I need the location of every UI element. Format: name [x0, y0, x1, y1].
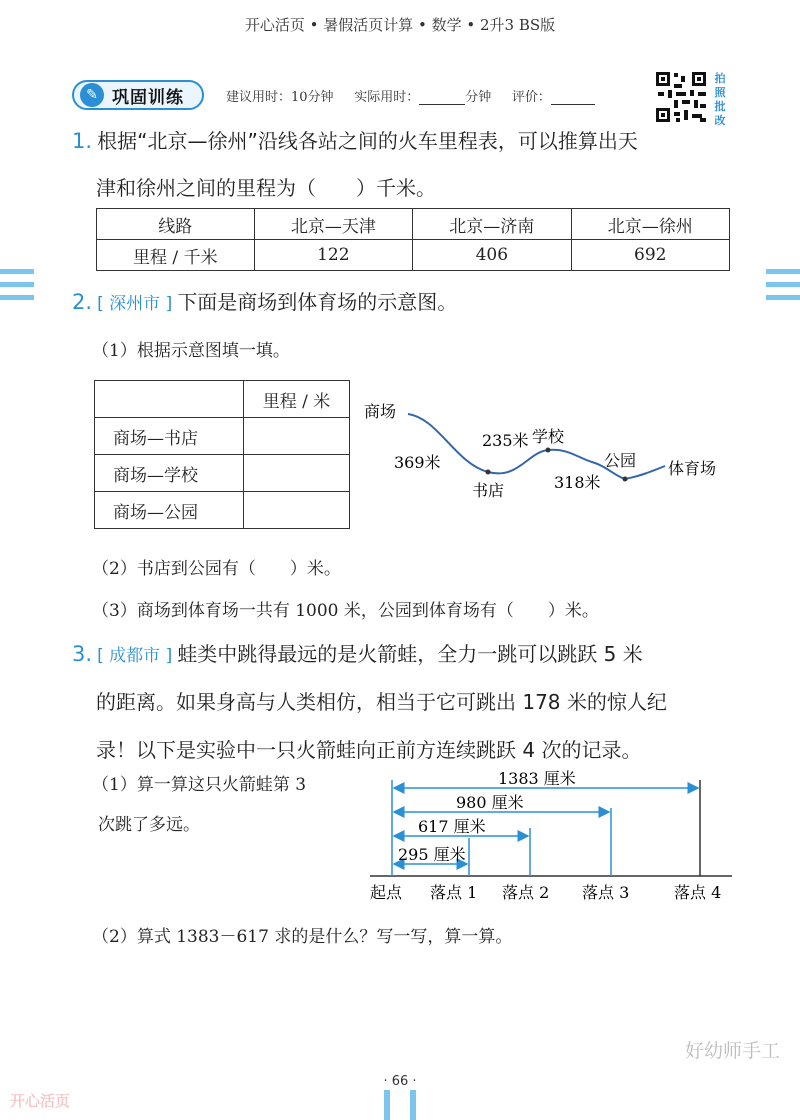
- q2-line1: 2. [ 深州市 ] 下面是商场到体育场的示意图。: [72, 290, 458, 314]
- side-bar-right: [766, 282, 800, 287]
- watermark: 好幼师手工: [684, 1040, 780, 1062]
- point-label: 落点 2: [502, 883, 550, 902]
- distance-label: 318米: [554, 473, 601, 492]
- q2-sub3: （3）商场到体育场一共有 1000 米，公园到体育场有（ ）米。: [92, 601, 599, 621]
- point-label: 落点 3: [582, 883, 630, 902]
- place-school: 学校: [532, 427, 565, 446]
- route-point: [623, 477, 628, 482]
- place-mall: 商场: [364, 402, 397, 421]
- pencil-icon: ✎: [80, 83, 104, 107]
- q3-line3: 录！以下是实验中一只火箭蛙向正前方连续跳跃 4 次的记录。: [96, 738, 642, 762]
- q3-number: 3.: [72, 642, 93, 666]
- page-header: 开心活页 • 暑假活页计算 • 数学 • 2升3 BS版: [244, 16, 556, 34]
- side-bar-right: [766, 295, 800, 300]
- measure-label: 295 厘米: [398, 845, 466, 864]
- route-point: [486, 470, 491, 475]
- place-park: 公园: [604, 451, 637, 470]
- route-diagram: [360, 392, 760, 507]
- route-point: [546, 448, 551, 453]
- q3-sub2: （2）算式 1383－617 求的是什么？写一写，算一算。: [92, 927, 513, 947]
- side-bar-right: [766, 269, 800, 274]
- q1-number: 1.: [72, 129, 93, 153]
- actual-time-label: 实际用时：: [354, 90, 420, 105]
- q2-number: 2.: [72, 290, 93, 314]
- place-stadium: 体育场: [668, 459, 717, 478]
- q3-sub1b: 次跳了多远。: [98, 815, 200, 835]
- side-bar-left: [0, 282, 34, 287]
- point-label: 起点: [370, 883, 403, 902]
- table-row: 商场—公园: [95, 492, 350, 529]
- distance-label: 235米: [482, 431, 529, 450]
- page-number: · 66 ·: [383, 1074, 417, 1089]
- brand-logo: 开心活页: [10, 1092, 71, 1110]
- q3-line2: 的距离。如果身高与人类相仿，相当于它可跳出 178 米的惊人纪: [96, 690, 667, 714]
- q1-line2: 津和徐州之间的里程为（ ）千米。: [96, 176, 436, 200]
- table-row: 里程 / 米: [95, 381, 350, 418]
- table-row: 里程 / 千米 122 406 692: [97, 240, 730, 271]
- answer-cell[interactable]: [244, 418, 350, 455]
- scan-grade-label: 拍 照 批 改: [714, 72, 726, 127]
- q2-city: [ 深州市 ]: [97, 294, 173, 314]
- section-badge: [72, 80, 204, 110]
- q3-city: [ 成都市 ]: [97, 646, 173, 666]
- q1-line1: 1. 根据“北京—徐州”沿线各站之间的火车里程表，可以推算出天: [72, 129, 638, 153]
- table-row: 商场—学校: [95, 455, 350, 492]
- answer-cell[interactable]: [244, 455, 350, 492]
- suggested-time: 建议用时：10分钟: [226, 90, 334, 105]
- measure-label: 617 厘米: [418, 817, 486, 836]
- point-label: 落点 4: [674, 883, 722, 902]
- evaluation-label: 评价：: [511, 90, 551, 105]
- actual-time-blank: [419, 89, 465, 105]
- q3-sub1a: （1）算一算这只火箭蛙第 3: [92, 775, 307, 795]
- evaluation-blank: [551, 89, 595, 105]
- answer-cell[interactable]: [244, 492, 350, 529]
- table-row: 商场—书店: [95, 418, 350, 455]
- side-bar-left: [0, 295, 34, 300]
- bottom-bar: [384, 1090, 390, 1120]
- actual-time-unit: 分钟: [465, 90, 492, 105]
- q2-sub1: （1）根据示意图填一填。: [92, 341, 290, 361]
- mileage-table: [96, 208, 730, 271]
- q3-line1: 3. [ 成都市 ] 蛙类中跳得最远的是火箭蛙，全力一跳可以跳跃 5 米: [72, 642, 643, 666]
- jump-diagram: [360, 766, 750, 906]
- measure-label: 980 厘米: [456, 793, 524, 812]
- section-title: 巩固训练: [112, 87, 184, 108]
- qr-code-icon[interactable]: [654, 70, 708, 124]
- place-bookstore: 书店: [472, 481, 505, 500]
- measure-label: 1383 厘米: [498, 769, 576, 788]
- time-info: [226, 86, 595, 105]
- distance-label: 369米: [394, 453, 441, 472]
- table-row: 线路 北京—天津 北京—济南 北京—徐州: [97, 209, 730, 240]
- fill-table: [94, 380, 350, 529]
- side-bar-left: [0, 269, 34, 274]
- bottom-bar: [410, 1090, 416, 1120]
- point-label: 落点 1: [430, 883, 478, 902]
- q2-sub2: （2）书店到公园有（ ）米。: [92, 559, 341, 579]
